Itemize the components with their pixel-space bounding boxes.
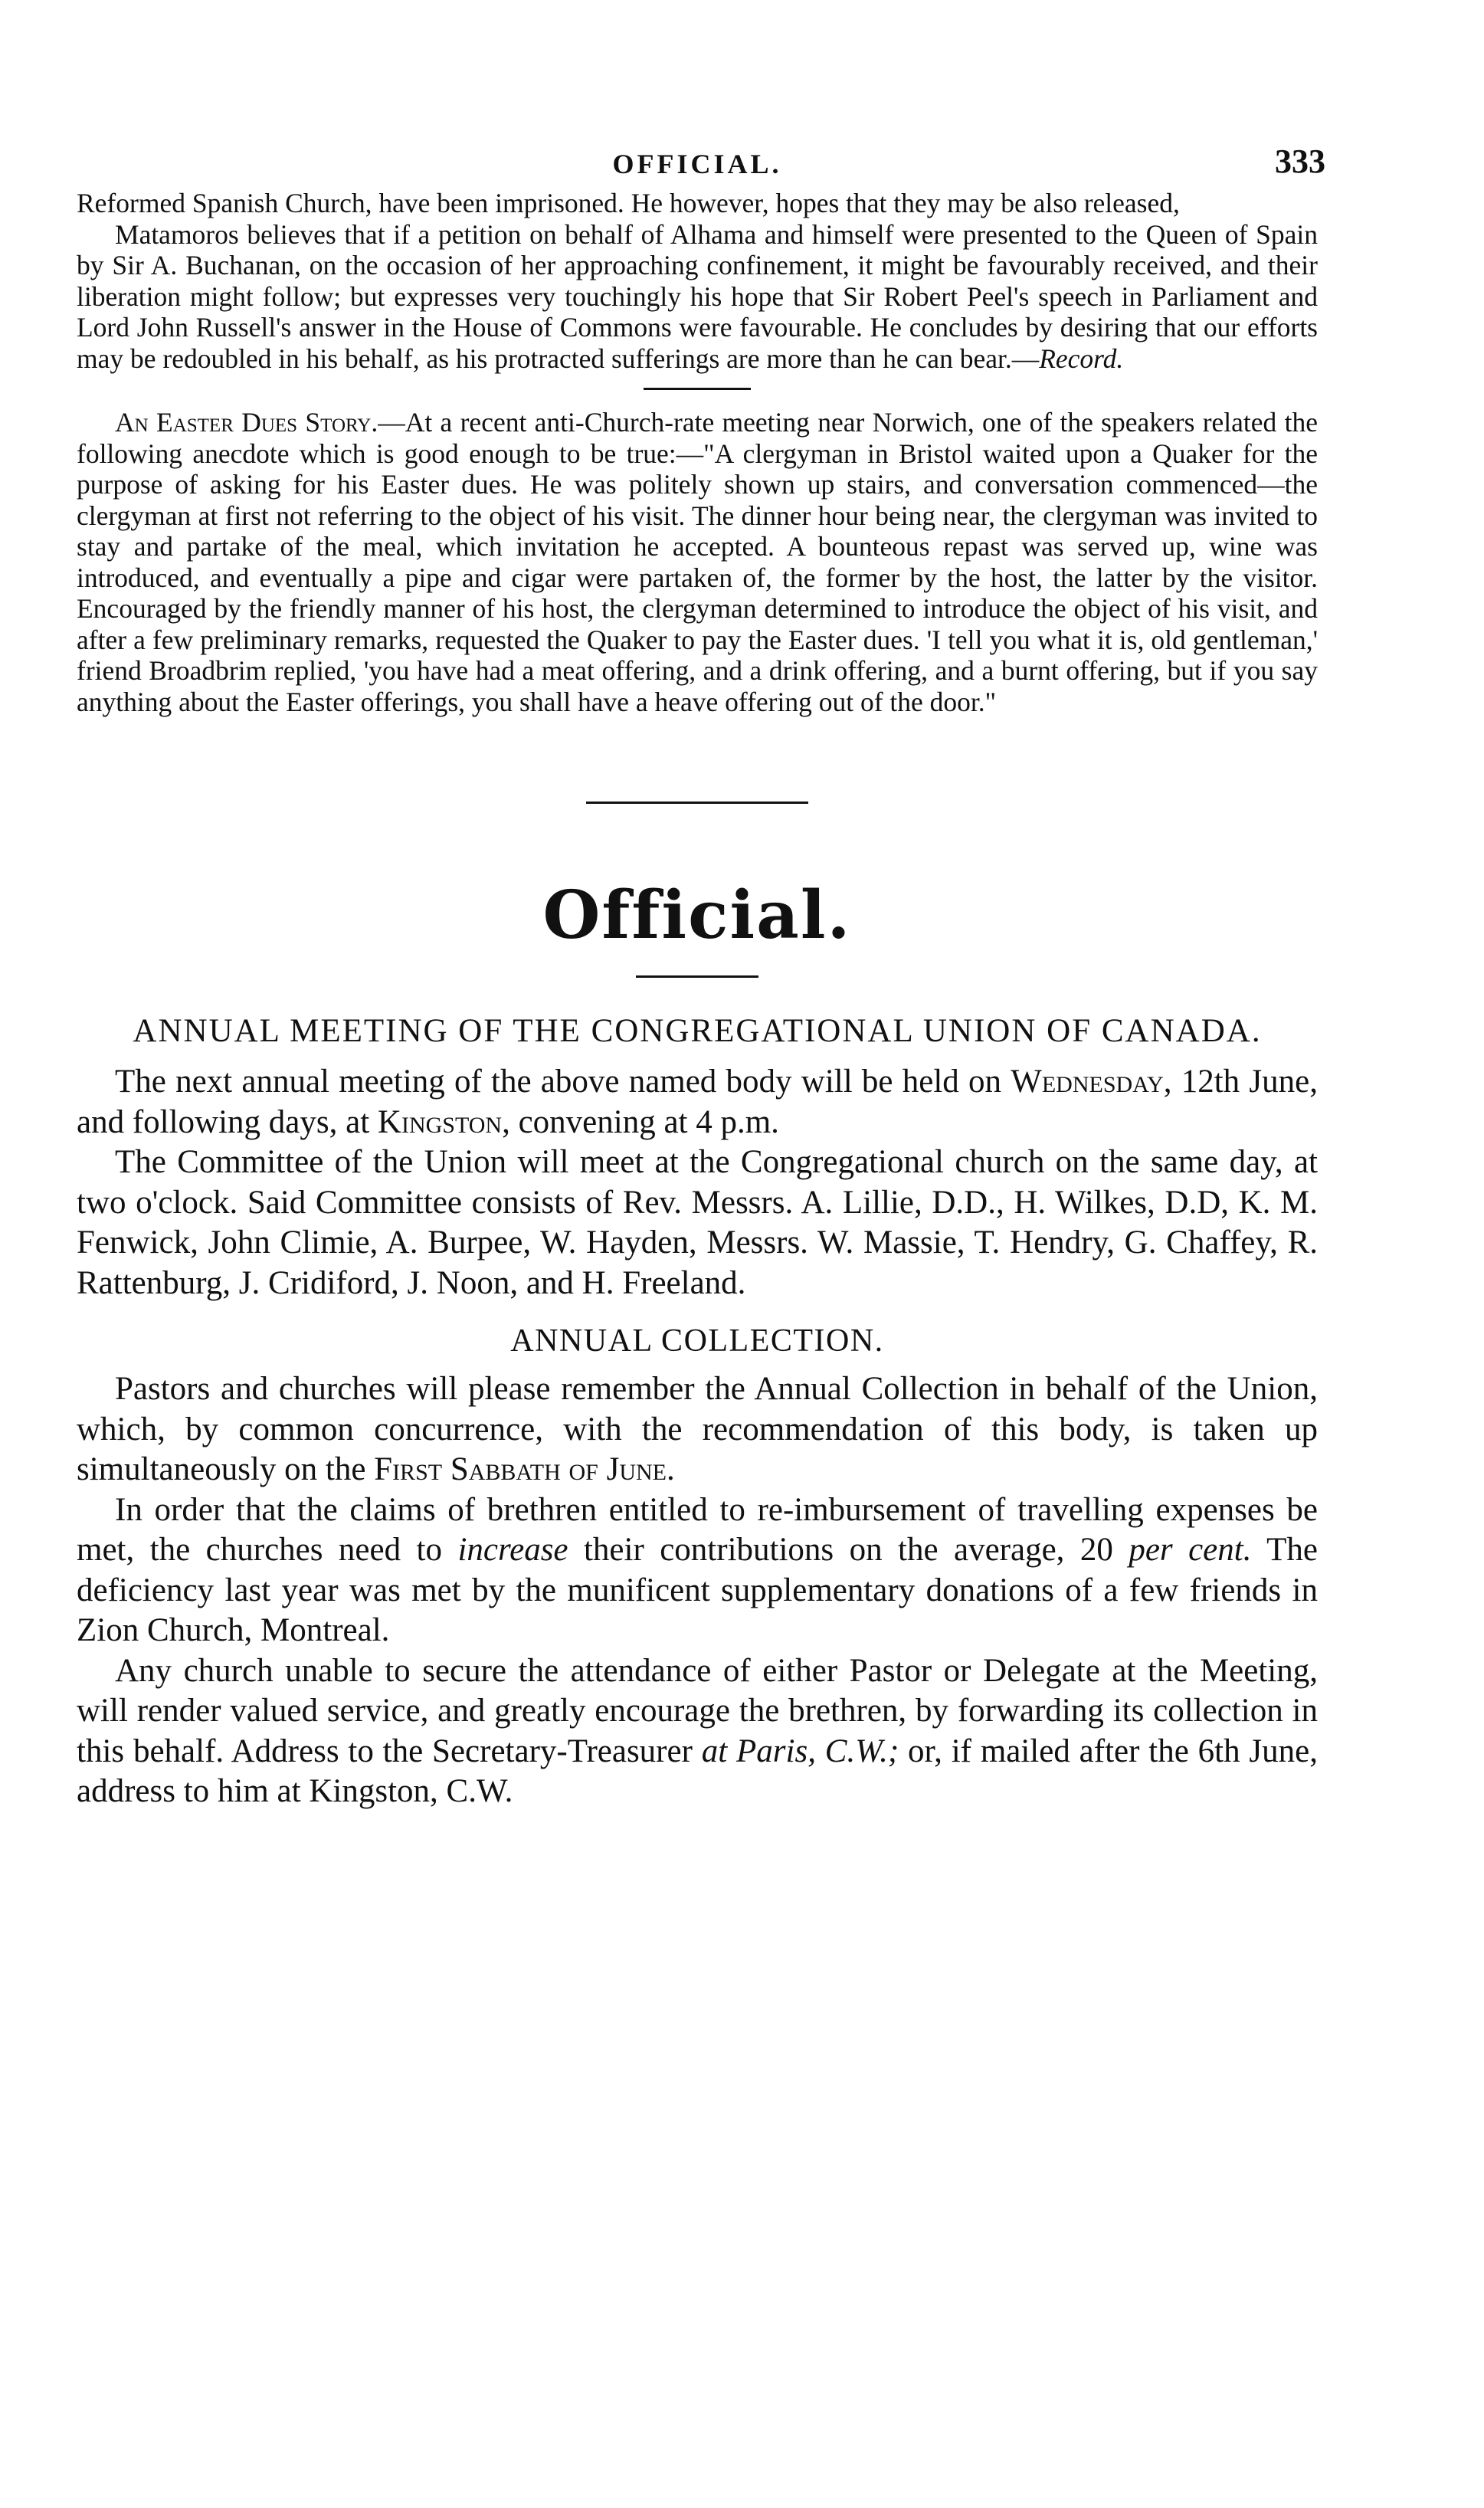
official-section — [77, 1011, 1318, 1812]
matamoros-paragraph-2-text: Matamoros believes that if a petition on behalf of Alhama and himself were presented to the Queen of Spain by Sir A. Buchanan, on the occasion of her approaching confinement, it might be favourably received, and their liberation might follow; but expresses very touchingly his hope that Sir Robert Peel's speech in Parliament and Lord John Russell's answer in the House of Commons were favourable. He concludes by desiring that our efforts may be redoubled in his behalf, as his protracted sufferings are more than he can bear.— — [77, 218, 1318, 374]
section-title-rule — [636, 975, 758, 978]
meeting-place: Kingston — [377, 1103, 503, 1140]
easter-dues-article — [77, 407, 1318, 717]
matamoros-paragraph-2 — [77, 219, 1318, 375]
easter-dues-body: —At a recent anti-Church-rate meeting near Norwich, one of the speakers related the following anecdote which is good enough to be true:—"A clergyman in Bristol waited upon a Quaker for the purpose of asking for his Easter dues. He was politely shown up stairs, and conversation commenced—the clergyman at first not referring to the object of his visit. The dinner hour being near, the clergyman was invited to stay and partake of the meal, which invitation he accepted. A bounteous repast was served up, wine was introduced, and eventually a pipe and cigar were partaken of, the former by the host, the latter by the visitor. Encouraged by the friendly manner of his host, the clergyman determined to introduce the object of his visit, and after a few preliminary remarks, requested the Quaker to pay the Easter dues. 'I tell you what it is, old gentleman,' friend Broadbrim replied, 'you have had a meat offering, and a drink offering, and a burnt offering, but if you say anything about the Easter offerings, you shall have a heave offering out of the door." — [77, 407, 1318, 717]
meeting-text-a: The next annual meeting of the above named body will be held on — [115, 1064, 1011, 1100]
collection-text-a: Pastors and churches will please remember the Annual Collection in behalf of the Union, which, by common concurrence, with the recommendation of this body, is taken up simultaneously on the — [77, 1371, 1318, 1487]
running-title: OFFICIAL. — [612, 149, 782, 179]
collection-p2-text-b: their contributions on the average, 20 — [568, 1532, 1129, 1568]
page — [77, 134, 1325, 1812]
collection-text-b: . — [667, 1451, 675, 1487]
section-title-official: Official. — [542, 877, 852, 954]
matamoros-paragraph-1: Reformed Spanish Church, have been imprisoned. He however, hopes that they may be also released, — [77, 188, 1180, 218]
matamoros-source: Record. — [1039, 343, 1124, 374]
meeting-day: Wednesday — [1011, 1064, 1164, 1100]
annual-collection-paragraph-2 — [77, 1490, 1318, 1651]
collection-p3-text-a: Any church unable to secure the attendance of either Pastor or Delegate at the Meeting, will render valued service, and greatly encourage the brethren, by forwarding its collection in this behalf. Address to the Secretary-Treasurer — [77, 1652, 1318, 1769]
collection-sabbath: First Sabbath of June — [374, 1451, 667, 1487]
collection-percent: per cent. — [1129, 1532, 1252, 1568]
annual-collection-paragraph-3 — [77, 1651, 1318, 1812]
section-divider — [586, 802, 808, 804]
collection-p3-text-b: or, if mailed after the 6th June, address to him at Kingston, C.W. — [77, 1733, 1318, 1809]
collection-paris: at Paris, C.W.; — [701, 1733, 899, 1769]
annual-meeting-heading: ANNUAL MEETING OF THE CONGREGATIONAL UNION OF CANADA. — [133, 1013, 1262, 1049]
annual-meeting-paragraph-1 — [77, 1062, 1318, 1143]
running-head — [77, 134, 1325, 188]
meeting-text-b: , 12th June, and following days, at — [77, 1064, 1318, 1140]
collection-p2-text-a: In order that the claims of brethren entitled to re-imbursement of travelling expenses be met, the churches need to — [77, 1491, 1318, 1568]
easter-dues-paragraph — [77, 407, 1318, 717]
collection-p2-text-c: The deficiency last year was met by the munificent supplementary donations of a few friends in Zion Church, Montreal. — [77, 1532, 1318, 1648]
annual-meeting-paragraph-2: The Committee of the Union will meet at the Congregational church on the same day, at two o'clock. Said Committee consists of Rev. Messrs. A. Lillie, D.D., H. Wilkes, D.D, K. M. Fenwick, John Climie, A. Burpee, W. Hayden, Messrs. W. Massie, T. Hendry, G. Chaffey, R. Rattenburg, J. Cridiford, J. Noon, and H. Freeland. — [77, 1144, 1318, 1301]
easter-dues-heading: An Easter Dues Story. — [115, 407, 378, 438]
annual-collection-paragraph-1 — [77, 1369, 1318, 1490]
article-divider — [644, 388, 751, 390]
annual-collection-heading: ANNUAL COLLECTION. — [510, 1323, 884, 1359]
collection-increase: increase — [457, 1532, 568, 1568]
page-number: 333 — [1275, 143, 1325, 180]
meeting-text-c: , convening at 4 p.m. — [502, 1103, 779, 1140]
matamoros-article — [77, 188, 1318, 374]
